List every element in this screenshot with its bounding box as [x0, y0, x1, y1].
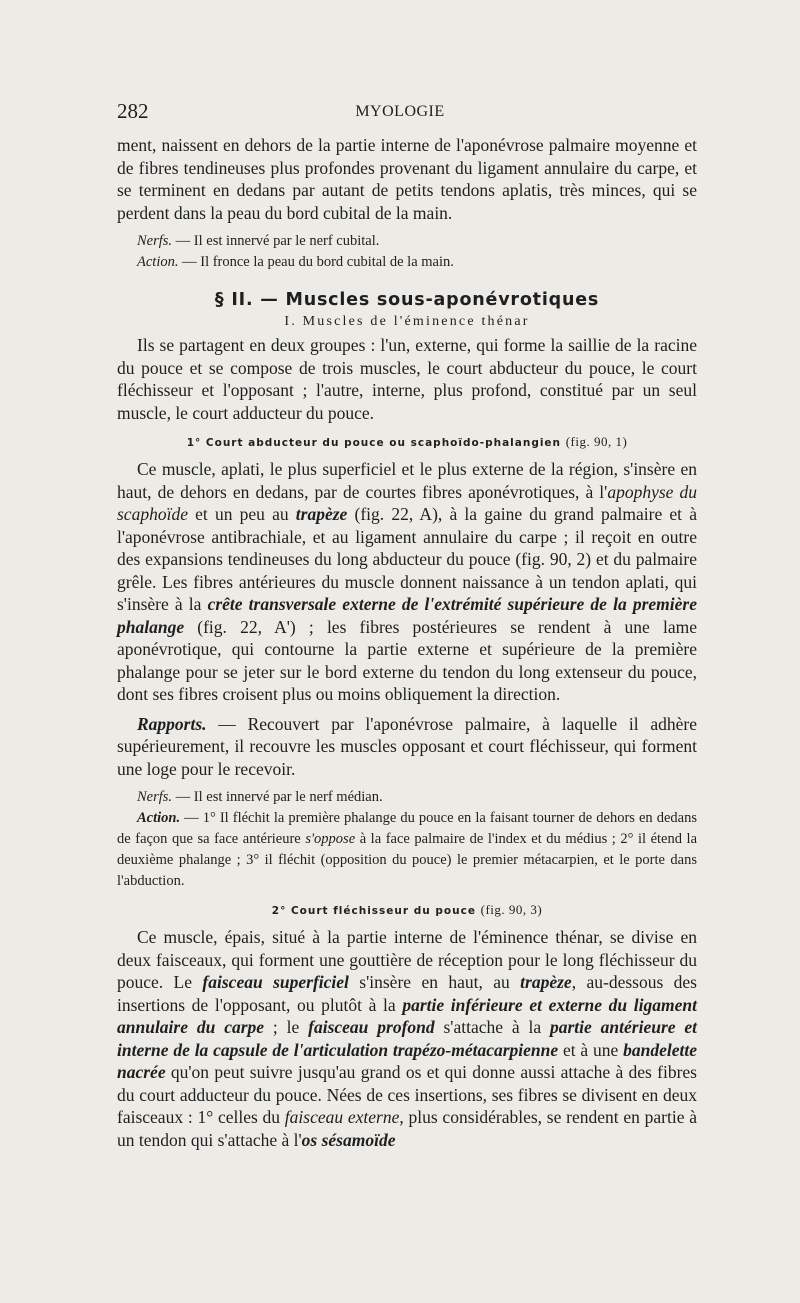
italic-term: trapèze: [520, 972, 572, 992]
paragraph-court-abducteur: [117, 458, 697, 706]
italic-term: partie antérieure et interne de la capsule de l'articulation trapézo-métacarpienne: [117, 1017, 698, 1060]
italic-term: crête transversale externe de l'extrémité supérieure de la première phalange: [117, 594, 697, 637]
nerfs-label-2: Nerfs.: [137, 789, 173, 805]
action-note-2: [117, 808, 697, 892]
text-run: (fig. 22, A') ; les fibres postérieures se rendent à une lame aponévrotique, qui contourne la partie externe et supérieure de la première phalange pour se jeter sur le bord externe du tendon du long extenseur du pouce, dont ses fibres croisent plus ou moins obliquement la direction.: [117, 616, 697, 704]
muscle-title-2: 2° Court fléchisseur du pouce: [271, 905, 476, 917]
text-run: ; le: [264, 1017, 309, 1037]
italic-term: partie inférieure et externe du ligament annulaire du carpe: [117, 994, 697, 1037]
muscle-ref-2: (fig. 90, 3): [480, 902, 543, 917]
muscle-title-1: 1° Court abducteur du pouce ou scaphoïdo-phalangien: [186, 437, 562, 449]
subsection-heading: I. Muscles de l'éminence thénar: [284, 314, 530, 329]
text-run: Ce muscle, épais, situé à la partie interne de l'éminence thénar, se divise en deux faisceaux, qui forment une gouttière de réception pour le long fléchisseur du pouce. Le: [117, 927, 697, 992]
action-label-1: Action.: [137, 254, 179, 270]
text-run: qu'on peut suivre jusqu'au grand os et qui donne aussi attache à des fibres du court adducteur du pouce. Nées de ces insertions, ses fibres se divisent en deux faisceaux : 1° celles du: [117, 1062, 697, 1127]
paragraph-intro: ment, naissent en dehors de la partie interne de l'aponévrose palmaire moyenne et de fibres tendineuses plus profondes provenant du ligament annulaire du carpe, et se terminent en dedans par autant de petits tendons aplatis, très minces, qui se perdent dans la peau du bord cubital de la main.: [117, 135, 697, 223]
section-heading: § II. — Muscles sous-aponévrotiques: [214, 290, 600, 310]
italic-term: faisceau superficiel: [202, 972, 349, 992]
action-label-2: Action.: [137, 810, 181, 826]
text-run: et un peu au: [187, 504, 296, 524]
rapports-label: Rapports.: [137, 713, 207, 734]
running-title: MYOLOGIE: [355, 103, 445, 120]
nerfs-text-2: — Il est innervé par le nerf médian.: [172, 789, 383, 805]
page-number: 282: [117, 99, 149, 123]
italic-term: faisceau profond: [308, 1017, 435, 1037]
action-note-1: [117, 252, 697, 273]
rapports-text: — Recouvert par l'aponévrose palmaire, à laquelle il adhère supérieurement, il recouvre les muscles opposant et court fléchisseur, qui forment une loge pour le recevoir.: [117, 713, 697, 779]
muscle-heading-2: [117, 902, 697, 918]
nerfs-label-1: Nerfs.: [137, 233, 173, 249]
text-run: et à une: [558, 1039, 624, 1060]
nerfs-note-1: [117, 231, 697, 252]
paragraph-court-flechisseur: [117, 926, 697, 1151]
text-run: s'insère en haut, au: [348, 972, 521, 992]
page-body: [117, 134, 697, 1151]
nerfs-note-2: [117, 787, 697, 808]
italic-term: trapèze: [295, 504, 348, 524]
text-run: s'attache à la: [434, 1017, 550, 1037]
paragraph-groups: Ils se partagent en deux groupes : l'un, externe, qui forme la saillie de la racine du pouce et se compose de trois muscles, le court abducteur du pouce, le court fléchisseur et l'opposant ; l'autre, interne, plus profond, constitué par un seul muscle, le court adducteur du pouce.: [117, 335, 697, 423]
italic-term: apophyse du scaphoïde: [117, 481, 697, 524]
paragraph-rapports: [117, 713, 697, 781]
nerfs-text-1: — Il est innervé par le nerf cubital.: [172, 233, 380, 249]
text-run: à la face palmaire de l'index et du médius ; 2° il étend la deuxième phalange ; 3° il fléchit (opposition du pouce) le premier métacarpien, et le porte dans l'abduction.: [117, 831, 697, 889]
italic-term: os sésamoïde: [301, 1129, 396, 1150]
text-run: (fig. 22, A), à la gaine du grand palmaire et à l'aponévrose antibrachiale, et au ligament annulaire du carpe ; il reçoit en outre des expansions tendineuses du long abducteur du pouce (fig. 90, 2) et du palmaire grêle. Les fibres antérieures du muscle donnent naissance à un tendon aplati, qui s'insère à la: [117, 504, 697, 614]
text-run: , au-dessous des insertions de l'opposant, ou plutôt à la: [117, 972, 697, 1015]
italic-term: faisceau externe: [284, 1107, 400, 1127]
muscle-ref-1: (fig. 90, 1): [565, 434, 628, 449]
text-run: — 1° Il fléchit la première phalange du pouce en la faisant tourner de dehors en dedans de façon que sa face antérieure: [117, 810, 697, 847]
italic-term: bandelette nacrée: [117, 1039, 697, 1082]
action-text-1: — Il fronce la peau du bord cubital de la main.: [178, 254, 454, 270]
italic-term: s'oppose: [305, 831, 356, 847]
muscle-heading-1: [117, 434, 697, 450]
text-run: , plus considérables, se rendent en partie à un tendon qui s'attache à l': [117, 1107, 697, 1150]
text-run: Ce muscle, aplati, le plus superficiel et le plus externe de la région, s'insère en haut, de dehors en dedans, par de courtes fibres aponévrotiques, à l': [117, 459, 697, 502]
